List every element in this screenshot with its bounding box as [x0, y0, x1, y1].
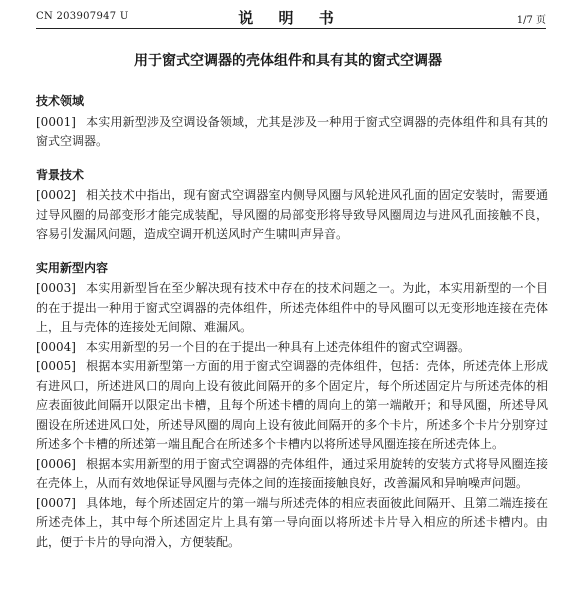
paragraph-number: [0005]: [36, 359, 76, 373]
paragraph-text: 相关技术中指出，现有窗式空调器室内侧导风圈与风轮进风孔面的固定安装时，需要通过导风圈的局部变形才能完成装配，导风圈的局部变形将导致导风圈周边与进风孔面接触不良，容易引发漏风问题，造成空调开机送风时产生啸叫声异音。: [36, 188, 548, 241]
paragraph-text: 本实用新型旨在至少解决现有技术中存在的技术问题之一。为此，本实用新型的一个目的在于提出一种用于窗式空调器的壳体组件，所述壳体组件中的导风圈可以无变形地连接在壳体上，且与壳体的连接处无间隙、难漏风。: [36, 281, 548, 334]
section-background: [36, 166, 548, 245]
paragraph-number: [0004]: [36, 339, 76, 354]
document-type: 说 明 书: [238, 9, 344, 27]
section-heading: 实用新型内容: [36, 260, 109, 275]
section-summary: [36, 259, 548, 553]
paragraph: [36, 455, 548, 494]
document-body: [36, 92, 548, 552]
paragraph-number: [0003]: [36, 281, 76, 295]
section-technical-field: [36, 92, 548, 152]
section-heading: 技术领域: [36, 94, 85, 108]
paragraph-text: 根据本实用新型的用于窗式空调器的壳体组件，通过采用旋转的安装方式将导风圈连接在壳体上，从而有效地保证导风圈与壳体之间的连接面接触良好，改善漏风和异响噪声问题。: [36, 456, 548, 490]
paragraph: [36, 186, 548, 245]
paragraph-number: [0007]: [36, 495, 76, 510]
paragraph-text: 根据本实用新型第一方面的用于窗式空调器的壳体组件，包括：壳体，所述壳体上形成有进风口，所述进风口的周向上设有彼此间隔开的多个固定片，每个所述固定片与所述壳体的相应表面彼此间隔开以限定出卡槽，且每个所述卡槽的周向上的第一端敞开；和导风圈，所述导风圈设在所述进风口处，所述导风圈的周向上设有彼此间隔开的多个卡片，所述多个卡片分别穿过所述多个卡槽的所述第一端且配合在所述多个卡槽内以将所述导风圈连接在所述壳体上。: [36, 359, 548, 451]
paragraph: [36, 494, 548, 553]
paragraph-number: [0006]: [36, 456, 76, 471]
section-heading: 背景技术: [36, 167, 85, 182]
paragraph: [36, 357, 548, 455]
patent-number: CN 203907947 U: [36, 11, 129, 22]
page-number: 1/7 页: [516, 15, 546, 26]
paragraph-number: [0001]: [36, 114, 76, 129]
document-title: 用于窗式空调器的壳体组件和具有其的窗式空调器: [134, 53, 442, 69]
paragraph: [36, 338, 548, 358]
paragraph: [36, 279, 548, 338]
paragraph-text: 本实用新型的另一个目的在于提出一种具有上述壳体组件的窗式空调器。: [86, 339, 471, 354]
paragraph: [36, 113, 548, 152]
page-header: [36, 6, 546, 29]
paragraph-number: [0002]: [36, 188, 76, 202]
paragraph-text: 具体地，每个所述固定片的第一端与所述壳体的相应表面彼此间隔开、且第二端连接在所述壳体上，其中每个所述固定片上具有第一导向面以将所述卡片导入相应的所述卡槽内。由此，便于卡片的导向滑入，方便装配。: [36, 495, 548, 549]
paragraph-text: 本实用新型涉及空调设备领域，尤其是涉及一种用于窗式空调器的壳体组件和具有其的窗式空调器。: [36, 114, 548, 148]
